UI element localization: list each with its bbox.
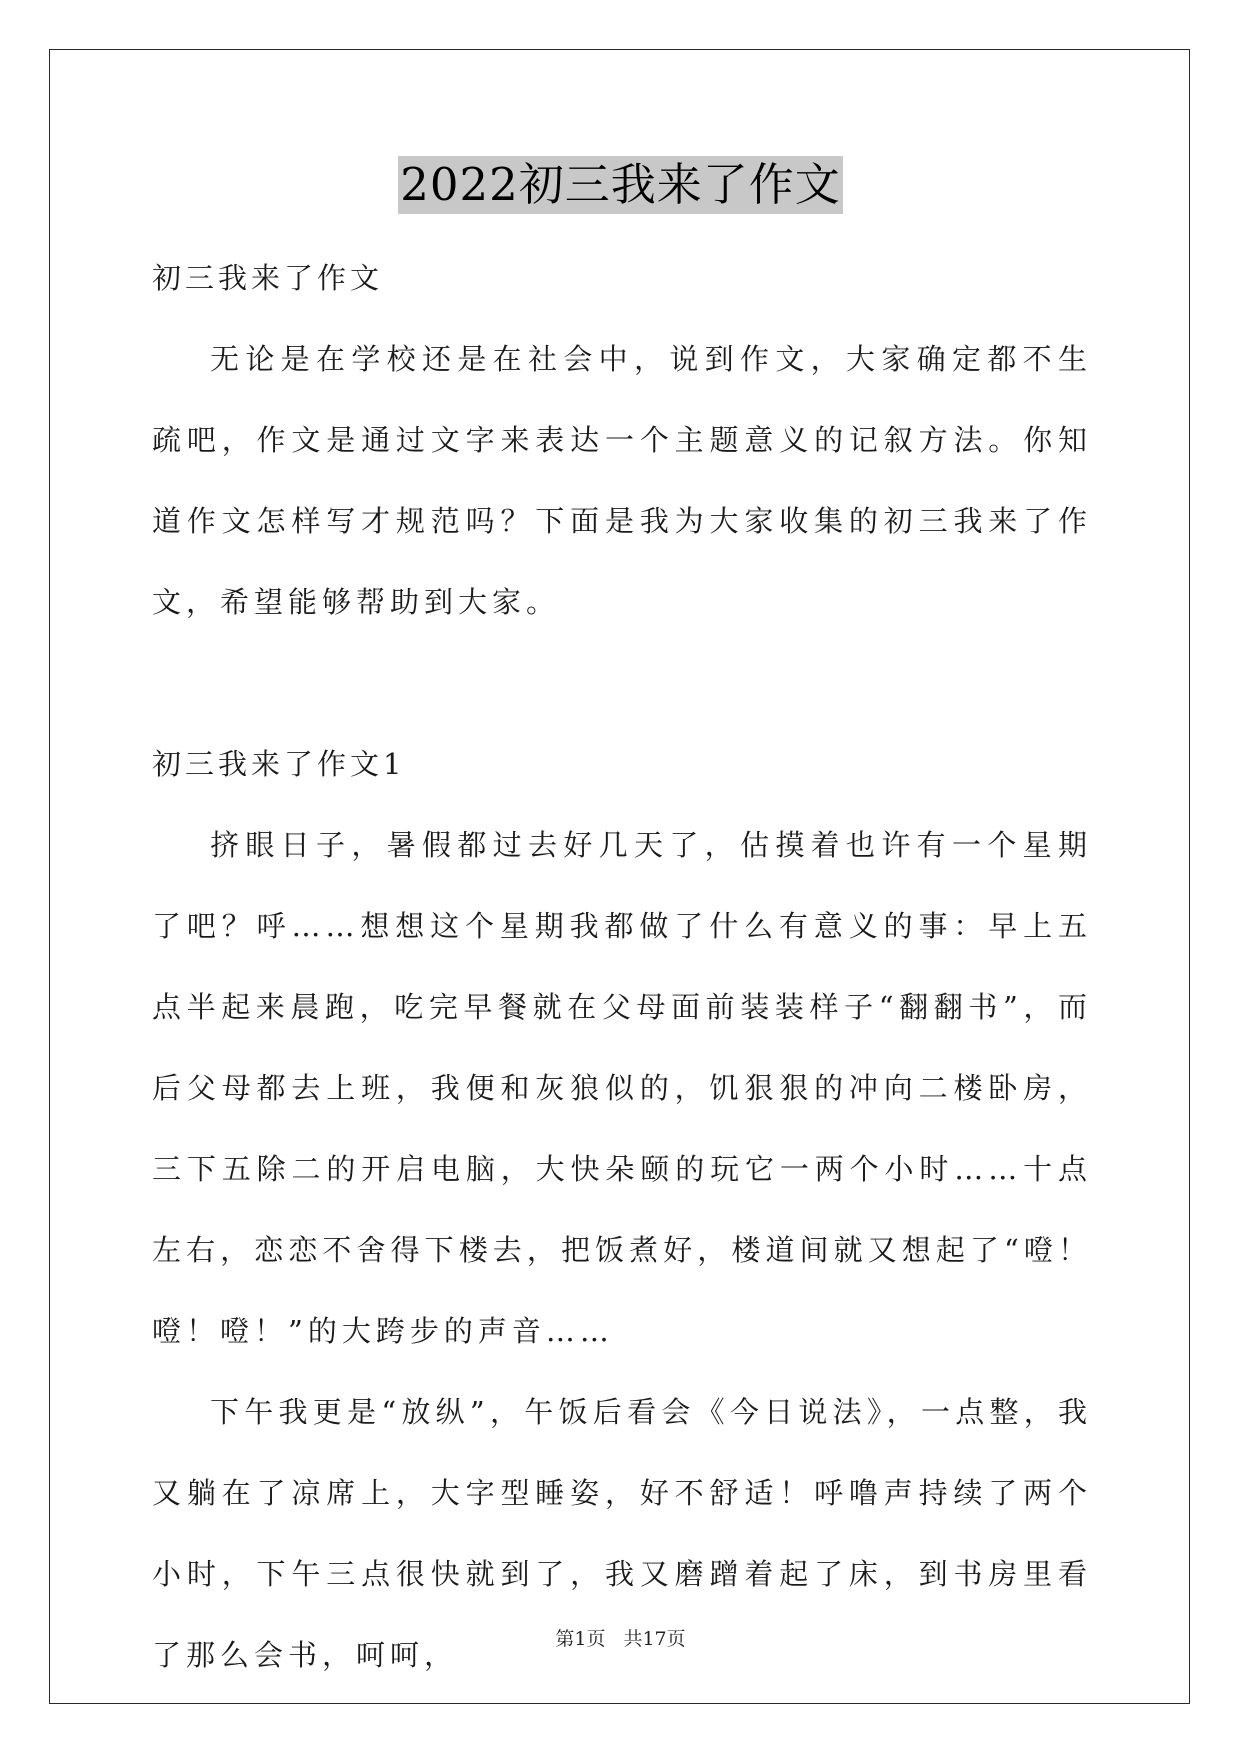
- document-body: [152, 238, 1092, 1696]
- document-subtitle: 初三我来了作文: [152, 261, 384, 295]
- page-total: 共17页: [623, 1628, 686, 1650]
- body-paragraph: 挤眼日子，暑假都过去好几天了，估摸着也许有一个星期了吧？呼……想想这个星期我都做了什么有意义的事：早上五点半起来晨跑，吃完早餐就在父母面前装装样子“翻翻书”，而后父母都去上班，我便和灰狼似的，饥狠狠的冲向二楼卧房，三下五除二的开启电脑，大快朵颐的玩它一两个小时……十点左右，恋恋不舍得下楼去，把饭煮好，楼道间就又想起了“噔！噔！噔！”的大跨步的声音……: [152, 828, 1092, 1348]
- section-heading: 初三我来了作文1: [152, 747, 406, 781]
- section-spacer: [152, 643, 1092, 724]
- body-paragraph: 下午我更是“放纵”，午饭后看会《今日说法》，一点整，我又躺在了凉席上，大字型睡姿，好不舒适！呼噜声持续了两个小时，下午三点很快就到了，我又磨蹭着起了床，到书房里看了那么会书，呵呵，: [152, 1395, 1092, 1672]
- page-number: 第1页: [555, 1628, 606, 1650]
- document-title: 2022初三我来了作文: [398, 156, 843, 214]
- intro-paragraph: 无论是在学校还是在社会中，说到作文，大家确定都不生疏吧，作文是通过文字来表达一个主题意义的记叙方法。你知道作文怎样写才规范吗？下面是我为大家收集的初三我来了作文，希望能够帮助到大家。: [152, 342, 1092, 619]
- title-block: [0, 156, 1241, 214]
- page-footer: [0, 1627, 1241, 1651]
